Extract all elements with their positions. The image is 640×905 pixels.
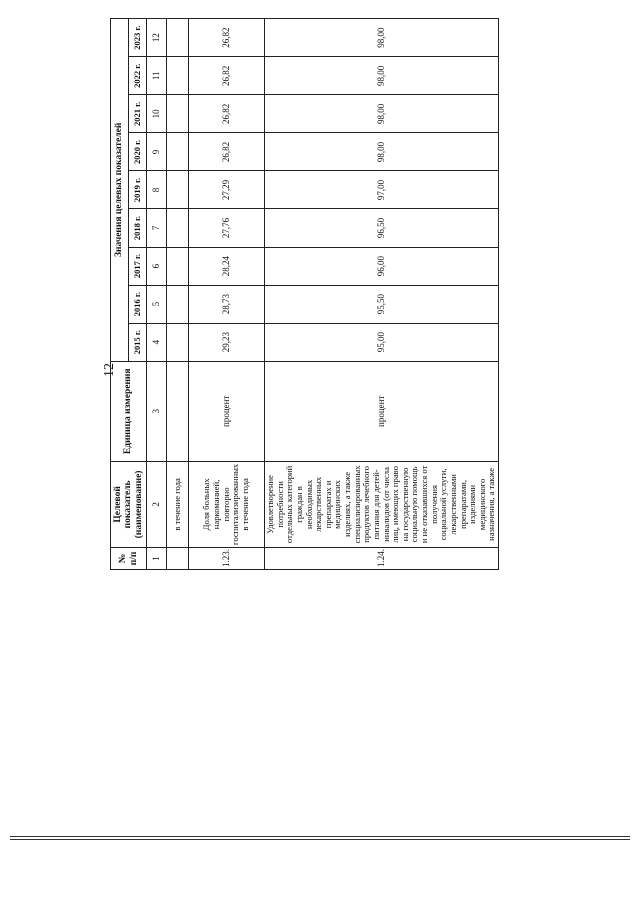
row-indicator: Удовлетворение потребности отдельных категорий граждан в необходимых лекарственных препаратах и медицинских изделиях, а также специализированных продуктов лечебного питания для детей-инвалидов (от числа лиц, имеющих право на государственную социальную помощь и не отказавшихся от получения социальной услуги, лекарственными препаратами, изделиями медицинского назначения, а также xyxy=(265,461,499,547)
table-row xyxy=(265,19,499,570)
col-number: 12 xyxy=(147,19,167,57)
col-number: 10 xyxy=(147,95,167,133)
row-value xyxy=(167,323,189,361)
row-value: 98,00 xyxy=(265,133,499,171)
header-year: 2019 г. xyxy=(129,171,147,209)
col-number: 9 xyxy=(147,133,167,171)
row-unit xyxy=(167,361,189,461)
col-number: 3 xyxy=(147,361,167,461)
row-indicator: в течение года xyxy=(167,461,189,547)
header-year: 2015 г. xyxy=(129,323,147,361)
col-number: 1 xyxy=(147,547,167,569)
row-value: 28,73 xyxy=(189,285,265,323)
row-value xyxy=(167,95,189,133)
row-value: 98,00 xyxy=(265,57,499,95)
row-value: 97,00 xyxy=(265,171,499,209)
col-number: 5 xyxy=(147,285,167,323)
row-unit: процент xyxy=(265,361,499,461)
row-indicator: Доля больных наркоманией, повторно госпитализированных в течение года xyxy=(189,461,265,547)
row-value: 26,82 xyxy=(189,95,265,133)
indicators-table xyxy=(110,18,499,570)
row-num xyxy=(167,547,189,569)
page-number: 12 xyxy=(102,363,117,377)
row-value xyxy=(167,57,189,95)
row-value: 27,29 xyxy=(189,171,265,209)
header-unit: Единица измерения xyxy=(111,361,147,461)
header-year: 2021 г. xyxy=(129,95,147,133)
row-num: 1.24. xyxy=(265,547,499,569)
row-value xyxy=(167,285,189,323)
header-year: 2022 г. xyxy=(129,57,147,95)
row-value xyxy=(167,247,189,285)
col-number: 6 xyxy=(147,247,167,285)
column-number-row xyxy=(147,19,167,570)
row-value: 95,50 xyxy=(265,285,499,323)
header-row-group xyxy=(111,19,129,570)
row-value: 29,23 xyxy=(189,323,265,361)
footer-rule xyxy=(10,839,630,840)
col-number: 2 xyxy=(147,461,167,547)
row-value: 26,82 xyxy=(189,19,265,57)
header-values-group: Значения целевых показателей xyxy=(111,19,129,362)
rotated-table xyxy=(110,18,497,570)
row-value: 95,00 xyxy=(265,323,499,361)
header-year: 2016 г. xyxy=(129,285,147,323)
header-year: 2023 г. xyxy=(129,19,147,57)
header-year: 2018 г. xyxy=(129,209,147,247)
row-num: 1.23. xyxy=(189,547,265,569)
row-value xyxy=(167,133,189,171)
footer-rule xyxy=(10,836,630,837)
header-year: 2020 г. xyxy=(129,133,147,171)
row-value: 96,00 xyxy=(265,247,499,285)
row-value xyxy=(167,171,189,209)
header-year: 2017 г. xyxy=(129,247,147,285)
col-number: 11 xyxy=(147,57,167,95)
row-value: 98,00 xyxy=(265,95,499,133)
col-number: 7 xyxy=(147,209,167,247)
header-indicator: Целевой показатель (наименование) xyxy=(111,461,147,547)
row-value: 26,82 xyxy=(189,57,265,95)
row-value xyxy=(167,209,189,247)
row-value: 98,00 xyxy=(265,19,499,57)
table-row xyxy=(167,19,189,570)
table-row xyxy=(189,19,265,570)
col-number: 8 xyxy=(147,171,167,209)
row-value xyxy=(167,19,189,57)
row-value: 26,82 xyxy=(189,133,265,171)
row-value: 27,76 xyxy=(189,209,265,247)
row-value: 28,24 xyxy=(189,247,265,285)
col-number: 4 xyxy=(147,323,167,361)
row-unit: процент xyxy=(189,361,265,461)
header-num: № п/п xyxy=(111,547,147,569)
row-value: 96,50 xyxy=(265,209,499,247)
